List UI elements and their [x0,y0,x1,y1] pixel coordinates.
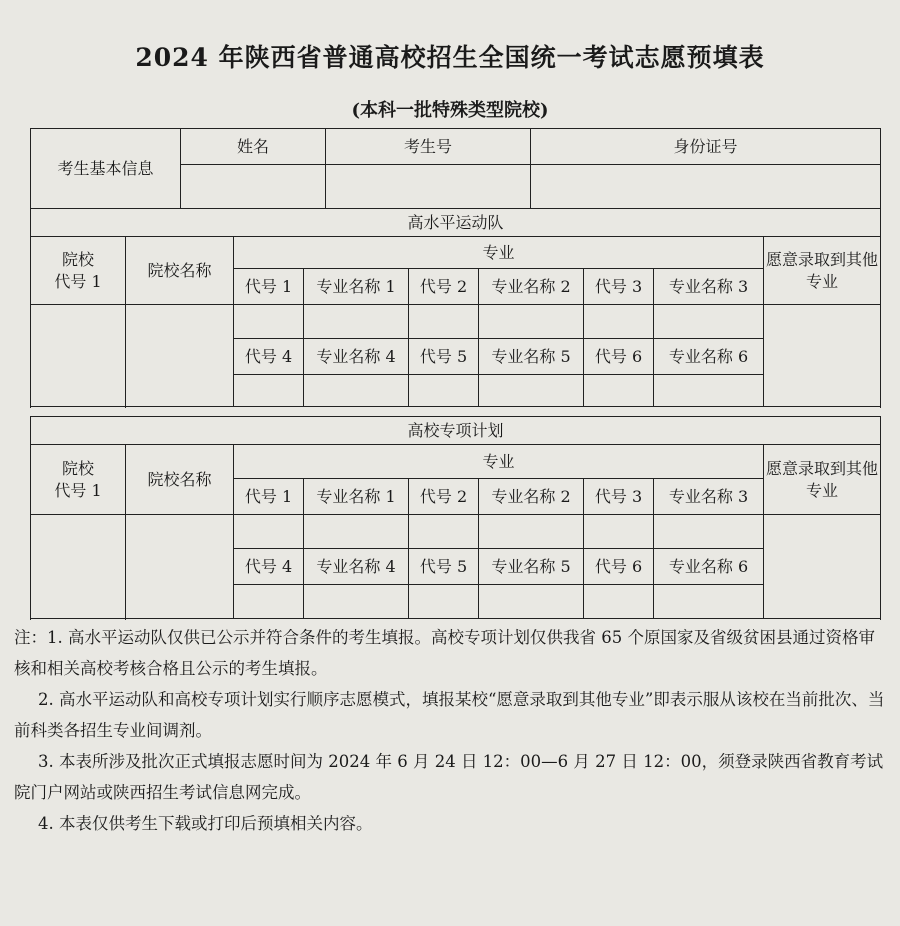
major-code-label: 代号 4 [234,549,304,585]
major-name-label: 专业名称 5 [479,339,584,375]
major-code-label: 代号 1 [234,479,304,515]
form-title: 2024 年陕西省普通高校招生全国统一考试志愿预填表 [135,43,765,72]
major-code-label: 代号 2 [409,269,479,305]
major-code-field[interactable] [584,515,654,549]
major-label: 专业 [234,237,764,269]
notes [14,622,890,839]
school-name-label: 院校名称 [126,237,234,305]
major-code-label: 代号 1 [234,269,304,305]
exam-no-label: 考生号 [326,129,531,165]
major-code-field[interactable] [234,585,304,619]
adjust-label: 愿意录取到其他专业 [764,237,881,305]
major-name-label: 专业名称 1 [304,479,409,515]
major-name-label: 专业名称 5 [479,549,584,585]
major-name-field[interactable] [654,375,764,407]
note-3: 3. 本表所涉及批次正式填报志愿时间为 2024 年 6 月 24 日 12：00—6 月 27 日 12：00，须登录陕西省教育考试院门户网站或陕西招生考试信息网完成。 [14,752,884,802]
major-name-label: 专业名称 4 [304,549,409,585]
major-name-field[interactable] [304,515,409,549]
school-name-label: 院校名称 [126,445,234,515]
name-label: 姓名 [181,129,326,165]
school-code-label: 院校 代号 1 [31,237,126,305]
adjust-label: 愿意录取到其他专业 [764,445,881,515]
major-name-label: 专业名称 2 [479,269,584,305]
basic-info-table [30,128,881,209]
school-name-field[interactable] [126,515,234,619]
major-code-label: 代号 6 [584,339,654,375]
major-name-field[interactable] [654,515,764,549]
major-name-field[interactable] [304,305,409,339]
major-name-field[interactable] [479,305,584,339]
school-code-field[interactable] [31,515,126,619]
major-code-field[interactable] [234,305,304,339]
school-code-field[interactable] [31,305,126,407]
major-name-label: 专业名称 6 [654,339,764,375]
major-name-label: 专业名称 4 [304,339,409,375]
major-name-field[interactable] [479,515,584,549]
note-4: 4. 本表仅供考生下载或打印后预填相关内容。 [38,814,373,833]
adjust-field[interactable] [764,305,881,407]
major-label: 专业 [234,445,764,479]
major-name-field[interactable] [479,375,584,407]
major-code-label: 代号 5 [409,549,479,585]
id-field[interactable] [531,165,881,209]
major-name-field[interactable] [479,585,584,619]
major-code-field[interactable] [409,375,479,407]
major-name-label: 专业名称 1 [304,269,409,305]
major-code-field[interactable] [409,515,479,549]
basic-info-label: 考生基本信息 [31,129,181,209]
major-code-label: 代号 2 [409,479,479,515]
major-name-label: 专业名称 3 [654,479,764,515]
name-field[interactable] [181,165,326,209]
special-plan-table [30,416,881,619]
note-1: 注：1. 高水平运动队仅供已公示并符合条件的考生填报。高校专项计划仅供我省 65 个原国家及省级贫困县通过资格审核和相关高校考核合格且公示的考生填报。 [14,628,875,678]
major-name-field[interactable] [304,585,409,619]
major-code-field[interactable] [584,585,654,619]
sports-team-title: 高水平运动队 [31,209,881,237]
exam-no-field[interactable] [326,165,531,209]
note-2: 2. 高水平运动队和高校专项计划实行顺序志愿模式，填报某校“愿意录取到其他专业”即表示服从该校在当前批次、当前科类各招生专业间调剂。 [14,690,885,740]
major-code-label: 代号 3 [584,269,654,305]
major-name-field[interactable] [654,585,764,619]
major-code-field[interactable] [584,375,654,407]
major-name-label: 专业名称 3 [654,269,764,305]
school-code-label: 院校 代号 1 [31,445,126,515]
major-code-field[interactable] [409,585,479,619]
form-subtitle: (本科一批特殊类型院校) [351,100,549,121]
major-code-field[interactable] [409,305,479,339]
major-name-label: 专业名称 2 [479,479,584,515]
sports-team-table [30,208,881,407]
major-code-field[interactable] [234,515,304,549]
major-code-field[interactable] [584,305,654,339]
major-code-label: 代号 4 [234,339,304,375]
major-code-label: 代号 6 [584,549,654,585]
major-code-field[interactable] [234,375,304,407]
major-code-label: 代号 5 [409,339,479,375]
special-plan-title: 高校专项计划 [31,417,881,445]
major-name-label: 专业名称 6 [654,549,764,585]
major-name-field[interactable] [654,305,764,339]
adjust-field[interactable] [764,515,881,619]
id-label: 身份证号 [531,129,881,165]
school-name-field[interactable] [126,305,234,407]
major-name-field[interactable] [304,375,409,407]
major-code-label: 代号 3 [584,479,654,515]
